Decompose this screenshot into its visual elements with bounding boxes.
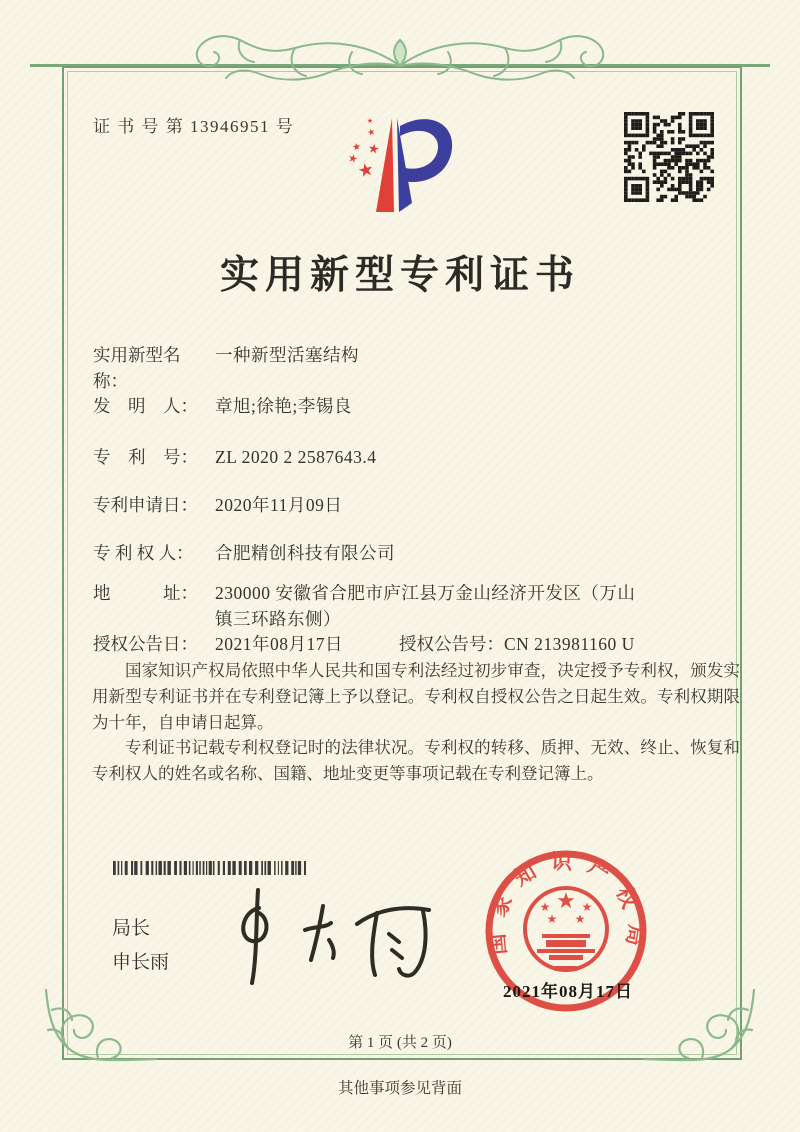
field-value: ZL 2020 2 2587643.4 <box>215 447 377 467</box>
footer-note: 其他事项参见背面 <box>337 1080 462 1097</box>
svg-text:★: ★ <box>346 151 360 167</box>
field-value: 章旭;徐艳;李锡良 <box>215 396 352 416</box>
field-row-patent-no <box>93 444 743 470</box>
field-row-filing-date <box>93 492 743 518</box>
legal-text <box>92 658 740 787</box>
director-signature <box>226 880 441 988</box>
field-row-patentee <box>93 540 743 566</box>
field-value: CN 213981160 U <box>504 634 635 654</box>
field-value: 230000 安徽省合肥市庐江县万金山经济开发区（万山镇三环路东侧） <box>215 583 636 629</box>
field-value: 2021年08月17日 <box>215 634 343 654</box>
svg-text:★: ★ <box>355 158 376 183</box>
field-label: 地 址： <box>93 583 198 603</box>
field-value: 2020年11月09日 <box>215 495 343 515</box>
seal-date: 2021年08月17日 <box>503 982 633 1001</box>
barcode-icon <box>113 861 309 875</box>
field-label: 发 明 人： <box>93 396 198 416</box>
field-row-grant <box>93 631 743 657</box>
field-row-name <box>93 342 743 394</box>
field-value: 合肥精创科技有限公司 <box>215 543 395 563</box>
svg-text:★: ★ <box>366 141 381 158</box>
field-row-inventors <box>93 393 743 419</box>
cnipa-logo-icon <box>336 110 464 222</box>
legal-paragraph: 国家知识产权局依照中华人民共和国专利法经过初步审查，决定授予专利权，颁发实用新型专利证书并在专利登记簿上予以登记。专利权自授权公告之日起生效。专利权期限为十年，自申请日起算。 <box>92 661 740 732</box>
field-value: 一种新型活塞结构 <box>215 345 359 365</box>
certificate-title: 实用新型专利证书 <box>219 254 580 297</box>
field-label: 授权公告日： <box>93 634 198 654</box>
field-row-address <box>93 580 743 632</box>
field-label: 专 利 号： <box>93 447 198 467</box>
svg-text:★: ★ <box>574 912 586 926</box>
qr-code-icon <box>624 112 714 202</box>
svg-text:★: ★ <box>351 141 362 154</box>
svg-text:★: ★ <box>366 117 374 125</box>
svg-text:★: ★ <box>366 127 377 139</box>
field-label: 专利申请日： <box>93 495 198 515</box>
national-emblem-icon <box>525 888 607 971</box>
field-label: 实用新型名称： <box>93 345 181 391</box>
svg-text:★: ★ <box>539 900 551 914</box>
legal-paragraph: 专利证书记载专利权登记时的法律状况。专利权的转移、质押、无效、终止、恢复和专利权人的姓名或名称、国籍、地址变更等事项记载在专利登记簿上。 <box>92 738 740 784</box>
seal-text: 国家知识产权局 <box>483 849 649 962</box>
field-label: 授权公告号： <box>399 634 504 654</box>
svg-text:★: ★ <box>556 889 576 914</box>
field-label: 专 利 权 人： <box>93 543 194 563</box>
signer-title: 局长 <box>112 918 151 939</box>
svg-text:★: ★ <box>581 900 593 914</box>
svg-text:★: ★ <box>546 912 558 926</box>
signer-name: 申长雨 <box>112 952 170 973</box>
certificate-number: 证 书 号 第 13946951 号 <box>93 117 295 136</box>
page-indicator: 第 1 页 (共 2 页) <box>348 1035 452 1051</box>
